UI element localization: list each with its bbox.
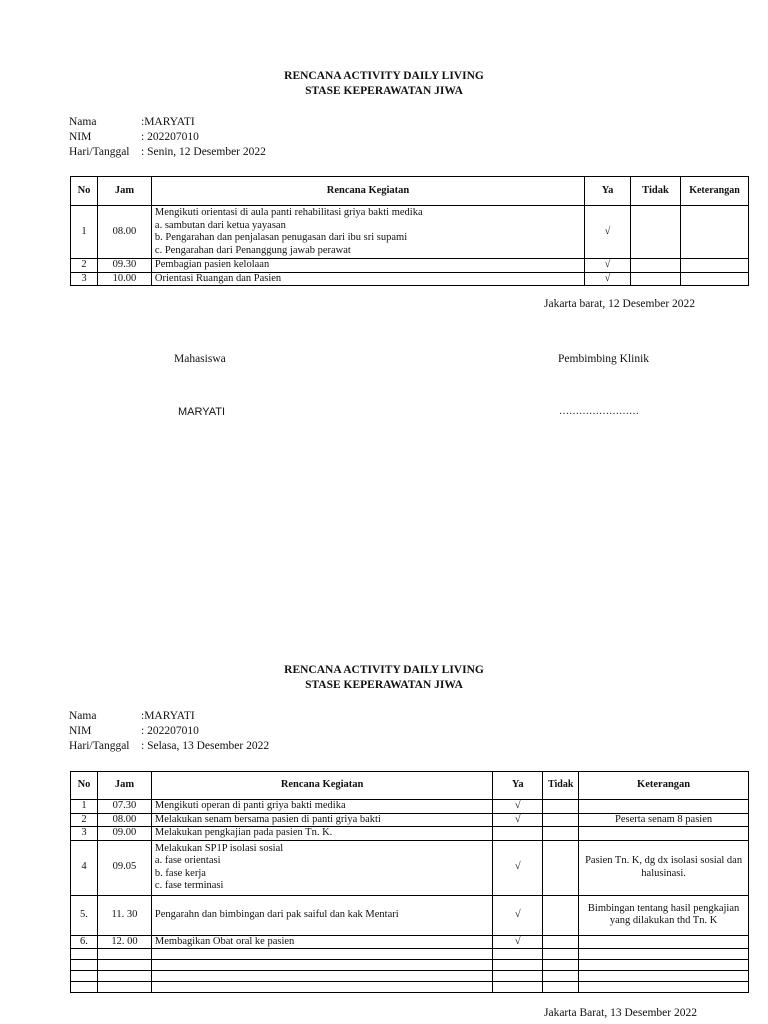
info-row-nama: Nama :MARYATI bbox=[69, 710, 195, 722]
page2-activity-table bbox=[70, 771, 749, 993]
table-header-row bbox=[71, 177, 749, 206]
table-row-empty bbox=[71, 982, 749, 993]
page2-info bbox=[69, 709, 269, 754]
right-signature-role: Pembimbing Klinik bbox=[558, 353, 650, 365]
header-tidak: Tidak bbox=[631, 177, 681, 206]
check-mark: √ bbox=[585, 206, 631, 259]
page1-activity-table bbox=[70, 176, 749, 286]
table-row: 3 10.00 Orientasi Ruangan dan Pasien √ bbox=[71, 272, 749, 286]
check-mark: √ bbox=[493, 895, 543, 935]
table-row: 5. 11. 30 Pengarahn dan bimbingan dari pak saiful dan kak Mentari √ Bimbingan tentang hasil pengkajian yang dilakukan thd Tn. K bbox=[71, 895, 749, 935]
info-row-nama: Nama :MARYATI bbox=[69, 116, 195, 128]
table-row: 1 08.00 Mengikuti orientasi di aula panti rehabilitasi griya bakti medika a. sambutan dari ketua yayasan b. Pengarahan dan penjalasan penugasan dari ibu sri supami c. Pengarahan dari Penanggung jawab perawat √ bbox=[71, 206, 749, 259]
check-mark: √ bbox=[585, 259, 631, 273]
table-row: 3 09.00 Melakukan pengkajian pada pasien Tn. K. bbox=[71, 827, 749, 841]
check-mark: √ bbox=[493, 800, 543, 814]
info-row-nim: NIM : 202207010 bbox=[69, 131, 199, 143]
header-keterangan: Keterangan bbox=[579, 772, 749, 800]
info-row-nim: NIM : 202207010 bbox=[69, 725, 199, 737]
table-row: 1 07.30 Mengikuti operan di panti griya bakti medika √ bbox=[71, 800, 749, 814]
left-signature-name: MARYATI bbox=[178, 406, 226, 418]
table-row-empty bbox=[71, 971, 749, 982]
info-row-date: Hari/Tanggal : Senin, 12 Desember 2022 bbox=[69, 146, 266, 158]
header-no: No bbox=[71, 177, 98, 206]
page1-info bbox=[69, 115, 266, 160]
table-row: 4 09.05 Melakukan SP1P isolasi sosial a. fase orientasi b. fase kerja c. fase terminasi √ Pasien Tn. K, dg dx isolasi sosial dan halusinasi. bbox=[71, 840, 749, 895]
page1-place-date: Jakarta barat, 12 Desember 2022 bbox=[544, 298, 696, 310]
table-row: 2 09.30 Pembagian pasien kelolaan √ bbox=[71, 259, 749, 273]
header-no: No bbox=[71, 772, 98, 800]
table-row: 2 08.00 Melakukan senam bersama pasien di panti griya bakti √ Peserta senam 8 pasien bbox=[71, 813, 749, 827]
check-mark: √ bbox=[493, 935, 543, 949]
check-mark: √ bbox=[585, 272, 631, 286]
right-signature-dots: …………………… bbox=[559, 406, 639, 417]
header-kegiatan: Rencana Kegiatan bbox=[151, 772, 492, 800]
page2-title: RENCANA ACTIVITY DAILY LIVING bbox=[284, 664, 484, 676]
page2-subtitle: STASE KEPERAWATAN JIWA bbox=[305, 679, 463, 691]
info-row-date: Hari/Tanggal : Selasa, 13 Desember 2022 bbox=[69, 740, 270, 752]
header-kegiatan: Rencana Kegiatan bbox=[151, 177, 584, 206]
table-header-row bbox=[71, 772, 749, 800]
check-mark: √ bbox=[493, 840, 543, 895]
left-signature-role: Mahasiswa bbox=[174, 353, 226, 365]
header-keterangan: Keterangan bbox=[680, 177, 748, 206]
page2-place-date: Jakarta Barat, 13 Desember 2022 bbox=[544, 1007, 697, 1019]
header-ya: Ya bbox=[493, 772, 543, 800]
page1-subtitle: STASE KEPERAWATAN JIWA bbox=[305, 85, 463, 97]
check-mark: √ bbox=[493, 813, 543, 827]
table-row: 6. 12. 00 Membagikan Obat oral ke pasien √ bbox=[71, 935, 749, 949]
page1-title: RENCANA ACTIVITY DAILY LIVING bbox=[284, 70, 484, 82]
header-jam: Jam bbox=[97, 772, 151, 800]
table-row-empty bbox=[71, 960, 749, 971]
header-ya: Ya bbox=[585, 177, 631, 206]
header-jam: Jam bbox=[97, 177, 151, 206]
table-row-empty bbox=[71, 949, 749, 960]
header-tidak: Tidak bbox=[543, 772, 579, 800]
